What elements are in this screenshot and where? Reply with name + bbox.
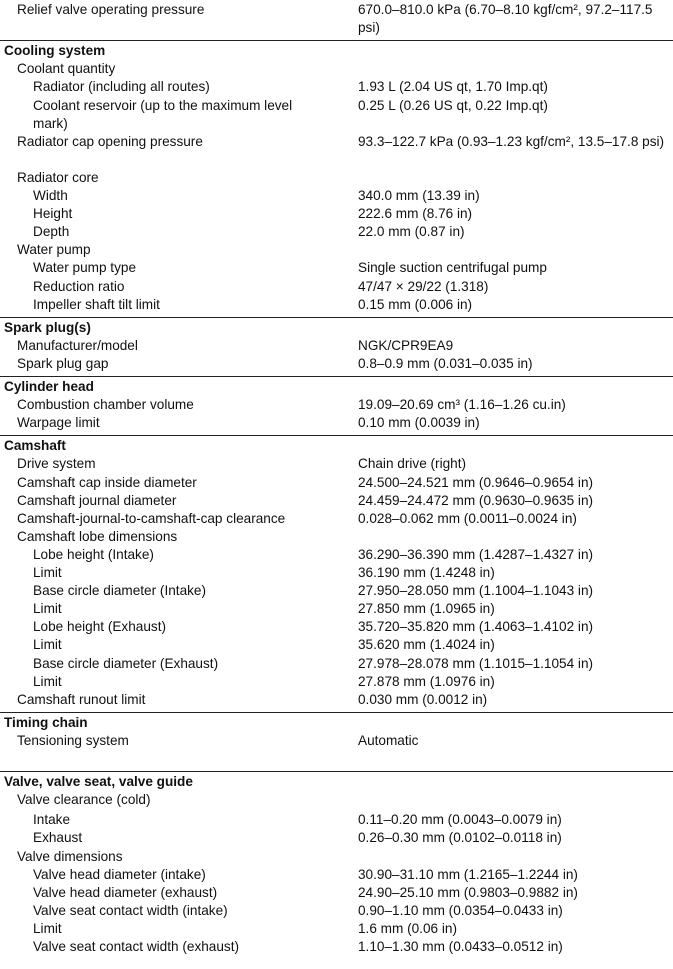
spec-label: Spark plug gap bbox=[17, 355, 109, 371]
spec-value: 35.720–35.820 mm (1.4063–1.4102 in) bbox=[358, 619, 594, 635]
section-title: Cylinder head bbox=[4, 379, 94, 394]
section-title: Valve, valve seat, valve guide bbox=[4, 774, 193, 790]
spec-label: Base circle diameter (Exhaust) bbox=[33, 655, 219, 671]
section-title: Cooling system bbox=[4, 43, 106, 59]
section-title: Camshaft bbox=[4, 438, 66, 454]
section-divider bbox=[0, 712, 673, 713]
spec-label: Exhaust bbox=[33, 830, 83, 846]
spec-label: Valve head diameter (exhaust) bbox=[33, 884, 218, 900]
spec-label: Coolant reservoir (up to the maximum level mark) bbox=[33, 97, 293, 131]
spec-label: Coolant quantity bbox=[17, 61, 116, 77]
section-title: Spark plug(s) bbox=[4, 319, 91, 335]
spec-label: Depth bbox=[33, 224, 70, 240]
spec-label: Valve seat contact width (exhaust) bbox=[33, 939, 240, 954]
spec-value: 0.11–0.20 mm (0.0043–0.0079 in) bbox=[358, 812, 562, 828]
spec-value: 0.15 mm (0.006 in) bbox=[358, 296, 473, 312]
spec-label: Intake bbox=[33, 812, 71, 828]
spec-label: Camshaft cap inside diameter bbox=[17, 474, 197, 490]
spec-label: Valve dimensions bbox=[17, 848, 123, 864]
spec-label: Lobe height (Exhaust) bbox=[33, 619, 167, 635]
spec-value: NGK/CPR9EA9 bbox=[358, 337, 454, 353]
spec-value: 22.0 mm (0.87 in) bbox=[358, 224, 465, 240]
spec-value: 27.950–28.050 mm (1.1004–1.1043 in) bbox=[358, 583, 594, 599]
spec-value: 24.500–24.521 mm (0.9646–0.9654 in) bbox=[358, 474, 594, 490]
spec-label: Valve head diameter (intake) bbox=[33, 866, 206, 882]
spec-value: 1.6 mm (0.06 in) bbox=[358, 920, 457, 936]
spec-value: 0.25 L (0.26 US qt, 0.22 Imp.qt) bbox=[358, 97, 548, 113]
spec-value: 36.190 mm (1.4248 in) bbox=[358, 565, 495, 580]
spec-value: Chain drive (right) bbox=[358, 456, 467, 472]
spec-value: 222.6 mm (8.76 in) bbox=[358, 206, 473, 222]
section-divider bbox=[0, 376, 673, 377]
spec-label: Limit bbox=[33, 637, 62, 653]
spec-label: Impeller shaft tilt limit bbox=[33, 296, 160, 312]
spec-value: 27.850 mm (1.0965 in) bbox=[358, 601, 495, 617]
spec-label: Valve seat contact width (intake) bbox=[33, 902, 228, 918]
spec-label: Limit bbox=[33, 565, 62, 580]
spec-value: 0.26–0.30 mm (0.0102–0.0118 in) bbox=[358, 830, 562, 846]
spec-label: Radiator core bbox=[17, 169, 99, 185]
spec-label: Radiator cap opening pressure bbox=[17, 133, 203, 149]
spec-label: Water pump type bbox=[33, 260, 137, 276]
section-divider bbox=[0, 435, 673, 436]
section-divider bbox=[0, 40, 673, 41]
spec-value: 93.3–122.7 kPa (0.93–1.23 kgf/cm², 13.5–17.8 psi) bbox=[358, 133, 665, 149]
spec-value: 36.290–36.390 mm (1.4287–1.4327 in) bbox=[358, 546, 594, 562]
spec-value: 0.8–0.9 mm (0.031–0.035 in) bbox=[358, 355, 533, 371]
spec-label: Camshaft journal diameter bbox=[17, 492, 177, 508]
spec-label: Manufacturer/model bbox=[17, 337, 138, 353]
spec-label: Warpage limit bbox=[17, 415, 100, 431]
spec-label: Width bbox=[33, 188, 68, 203]
spec-value: 1.93 L (2.04 US qt, 1.70 Imp.qt) bbox=[358, 79, 548, 95]
spec-value: 0.10 mm (0.0039 in) bbox=[358, 415, 480, 431]
spec-value: Single suction centrifugal pump bbox=[358, 260, 547, 276]
spec-label: Limit bbox=[33, 601, 62, 617]
spec-label: Valve clearance (cold) bbox=[17, 792, 151, 808]
spec-value: 35.620 mm (1.4024 in) bbox=[358, 637, 495, 653]
spec-value: 27.978–28.078 mm (1.1015–1.1054 in) bbox=[358, 655, 594, 671]
section-divider bbox=[0, 317, 673, 318]
spec-value: 340.0 mm (13.39 in) bbox=[358, 188, 480, 203]
spec-label: Reduction ratio bbox=[33, 278, 125, 294]
spec-label: Base circle diameter (Intake) bbox=[33, 583, 207, 599]
spec-label: Limit bbox=[33, 673, 62, 689]
spec-value: 0.030 mm (0.0012 in) bbox=[358, 691, 488, 707]
spec-label: Camshaft runout limit bbox=[17, 691, 146, 707]
spec-label: Relief valve operating pressure bbox=[17, 2, 205, 17]
spec-value: 670.0–810.0 kPa (6.70–8.10 kgf/cm², 97.2–117.5 psi) bbox=[358, 2, 653, 35]
spec-label: Water pump bbox=[17, 242, 91, 258]
spec-label: Tensioning system bbox=[17, 732, 129, 748]
spec-value: 27.878 mm (1.0976 in) bbox=[358, 673, 495, 689]
spec-label: Lobe height (Intake) bbox=[33, 546, 154, 562]
spec-label: Height bbox=[33, 206, 73, 222]
spec-value: 24.90–25.10 mm (0.9803–0.9882 in) bbox=[358, 884, 578, 900]
spec-value: 30.90–31.10 mm (1.2165–1.2244 in) bbox=[358, 866, 578, 882]
spec-value: 24.459–24.472 mm (0.9630–0.9635 in) bbox=[358, 492, 594, 508]
spec-value: 0.90–1.10 mm (0.0354–0.0433 in) bbox=[358, 902, 563, 918]
spec-value: 19.09–20.69 cm³ (1.16–1.26 cu.in) bbox=[358, 397, 566, 413]
spec-label: Drive system bbox=[17, 456, 96, 472]
spec-label: Combustion chamber volume bbox=[17, 397, 194, 413]
section-title: Timing chain bbox=[4, 714, 88, 730]
spec-label: Limit bbox=[33, 920, 62, 936]
spec-value: 47/47 × 29/22 (1.318) bbox=[358, 278, 489, 294]
section-divider bbox=[0, 771, 673, 772]
spec-label: Camshaft lobe dimensions bbox=[17, 528, 178, 544]
spec-label: Radiator (including all routes) bbox=[33, 79, 210, 95]
spec-value: 1.10–1.30 mm (0.0433–0.0512 in) bbox=[358, 939, 563, 954]
spec-value: 0.028–0.062 mm (0.0011–0.0024 in) bbox=[358, 510, 577, 526]
spec-label: Camshaft-journal-to-camshaft-cap clearance bbox=[17, 510, 286, 526]
spec-value: Automatic bbox=[358, 732, 419, 748]
